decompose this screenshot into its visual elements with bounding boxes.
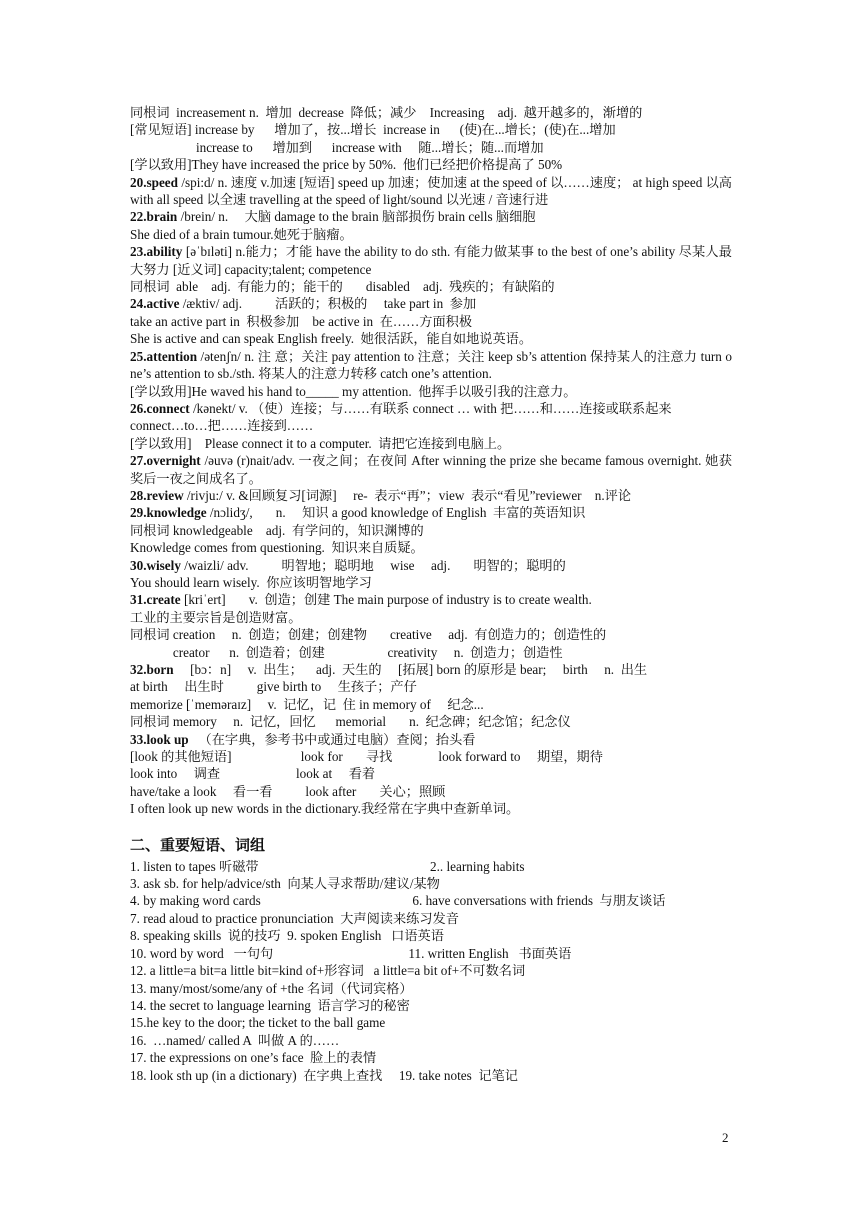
line-text: She is active and can speak English freely. 她很活跃，能自如地说英语。 bbox=[130, 331, 533, 347]
line-text: look into 调查 look at 看着 bbox=[130, 766, 376, 782]
entry-word: 20.speed bbox=[130, 174, 178, 190]
page-number: 2 bbox=[722, 1130, 729, 1145]
line-text: /æktiv/ adj. 活跃的；积极的 take part in 参加 bbox=[179, 296, 477, 312]
entry-word: 33.look up bbox=[130, 731, 189, 747]
line-text: [look 的其他短语] look for 寻找 look forward to 期望，期待 bbox=[130, 749, 603, 765]
text-line bbox=[130, 313, 732, 330]
text-line bbox=[130, 696, 732, 713]
line-text: 同根词 able adj. 有能力的；能干的 disabled adj. 残疾的；有缺陷的 bbox=[130, 279, 555, 295]
vocab-entry bbox=[130, 452, 732, 487]
line-text: 同根词 increasement n. 增加 decrease 降低；减少 Increasing adj. 越开越多的，渐增的 bbox=[130, 105, 643, 120]
text-line bbox=[130, 609, 732, 626]
entry-word: 25.attention bbox=[130, 348, 198, 364]
line-text: /waizli/ adv. 明智地；聪明地 wise adj. 明智的；聪明的 bbox=[180, 557, 566, 573]
phrase-item: 14. the secret to language learning 语言学习的秘密 bbox=[130, 997, 410, 1013]
text-line bbox=[130, 139, 732, 156]
line-text: [学以致用]They have increased the price by 50%. 他们已经把价格提高了 50% bbox=[130, 157, 563, 173]
line-text: [常见短语] increase by 增加了，按...增长 increase in (使)在...增长；(使)在...增加 bbox=[130, 122, 616, 138]
phrase-item: 8. speaking skills 说的技巧 9. spoken English 口语英语 bbox=[130, 928, 444, 944]
line-text: [学以致用] Please connect it to a computer. 请把它连接到电脑上。 bbox=[130, 435, 511, 451]
entry-word: 29.knowledge bbox=[130, 505, 207, 521]
entry-word: 22.brain bbox=[130, 209, 178, 225]
phrase-item: 16. …named/ called A 叫做 A 的…… bbox=[130, 1032, 340, 1048]
text-line bbox=[130, 226, 732, 243]
document-page bbox=[130, 104, 732, 1084]
phrase-item: 15.he key to the door; the ticket to the ball game bbox=[130, 1015, 386, 1031]
line-text: [əˈbɪləti] n.能力；才能 have the ability to do sth. 有能力做某事 to the best of one’s ability 尽某人最大努力 [近义词] capacity;talent; competence bbox=[130, 244, 732, 277]
line-text: connect…to…把……连接到…… bbox=[130, 418, 314, 434]
text-line bbox=[130, 783, 732, 800]
line-text: /rivju:/ v. &回顾复习[词源] re- 表示“再”；view 表示“看见”reviewer n.评论 bbox=[183, 487, 632, 503]
vocab-entry bbox=[130, 208, 732, 225]
line-text: at birth 出生时 give birth to 生孩子；产仔 bbox=[130, 679, 417, 695]
section-heading: 二、重要短语、词组 bbox=[130, 835, 266, 854]
text-line bbox=[130, 417, 732, 434]
text-line bbox=[130, 800, 732, 817]
vocabulary-section bbox=[130, 104, 732, 818]
entry-word: 31.create bbox=[130, 592, 181, 608]
vocab-entry bbox=[130, 557, 732, 574]
text-line bbox=[130, 121, 732, 138]
phrase-item: 12. a little=a bit=a little bit=kind of+形容词 a little=a bit of+不可数名词 bbox=[130, 963, 526, 979]
text-line bbox=[130, 678, 732, 695]
vocab-entry bbox=[130, 591, 732, 608]
vocab-entry bbox=[130, 731, 732, 748]
line-text: 工业的主要宗旨是创造财富。 bbox=[130, 609, 302, 625]
text-line bbox=[130, 539, 732, 556]
text-line bbox=[130, 574, 732, 591]
text-line bbox=[130, 330, 732, 347]
vocab-entry bbox=[130, 174, 732, 209]
entry-word: 23.ability bbox=[130, 244, 183, 260]
line-text: Knowledge comes from questioning. 知识来自质疑。 bbox=[130, 540, 424, 556]
vocab-entry bbox=[130, 661, 732, 678]
vocab-entry bbox=[130, 400, 732, 417]
line-text: /əuvə (r)nait/adv. 一夜之间；在夜间 After winning the prize she became famous overnight. 她获奖后一夜之间成名了。 bbox=[130, 453, 732, 486]
phrase-item: 17. the expressions on one’s face 脸上的表情 bbox=[130, 1050, 377, 1066]
vocab-entry bbox=[130, 504, 732, 521]
text-line bbox=[130, 713, 732, 730]
line-text: 同根词 creation n. 创造；创建；创建物 creative adj. 有创造力的；创造性的 bbox=[130, 627, 607, 643]
line-text: /spi:d/ n. 速度 v.加速 [短语] speed up 加速；使加速 at the speed of 以……速度； at high speed 以高 with all speed 以全速 travelling at the speed of light/sound 以光速 / 音速行进 bbox=[130, 174, 732, 208]
line-text: memorize [ˈmeməraɪz] v. 记忆，记 住 in memory of 纪念... bbox=[130, 696, 484, 712]
phrase-item: 18. look sth up (in a dictionary) 在字典上查找 19. take notes 记笔记 bbox=[130, 1067, 518, 1083]
entry-word: 32.born bbox=[130, 662, 174, 677]
phrase-item: 4. by making word cards 6. have conversations with friends 与朋友谈话 bbox=[130, 893, 666, 909]
entry-word: 28.review bbox=[130, 487, 184, 503]
entry-word: 26.connect bbox=[130, 400, 190, 416]
line-text: /ətenʃn/ n. 注 意；关注 pay attention to 注意；关注 keep sb’s attention 保持某人的注意力 turn one’s attention to sb./sth. 将某人的注意力转移 catch one’s attention. bbox=[130, 348, 732, 382]
line-text: [kriˈert] v. 创造；创建 The main purpose of industry is to create wealth. bbox=[180, 592, 592, 608]
vocab-entry bbox=[130, 487, 732, 504]
text-line bbox=[130, 278, 732, 295]
line-text: 同根词 memory n. 记忆，回忆 memorial n. 纪念碑；纪念馆；纪念仪 bbox=[130, 714, 571, 730]
line-text: increase to 增加到 increase with 随...增长；随...而增加 bbox=[130, 139, 544, 155]
phrase-item: 3. ask sb. for help/advice/sth 向某人寻求帮助/建议/某物 bbox=[130, 876, 440, 892]
entry-word: 30.wisely bbox=[130, 557, 181, 573]
phrase-item: 1. listen to tapes 听磁带 2.. learning habits bbox=[130, 858, 525, 874]
phrase-item: 13. many/most/some/any of +the 名词（代词宾格） bbox=[130, 980, 413, 996]
text-line bbox=[130, 522, 732, 539]
line-text: I often look up new words in the dictionary.我经常在字典中查新单词。 bbox=[130, 801, 520, 817]
text-line bbox=[130, 156, 732, 173]
line-text: 同根词 knowledgeable adj. 有学问的，知识渊博的 bbox=[130, 522, 424, 538]
phrase-item: 7. read aloud to practice pronunciation 大声阅读来练习发音 bbox=[130, 910, 459, 926]
text-line bbox=[130, 383, 732, 400]
line-text: （在字典，参考书中或通过电脑）查阅；抬头看 bbox=[188, 731, 476, 747]
text-line bbox=[130, 104, 732, 121]
vocab-entry bbox=[130, 295, 732, 312]
text-line bbox=[130, 626, 732, 643]
text-line bbox=[130, 644, 732, 661]
text-line bbox=[130, 435, 732, 452]
line-text: You should learn wisely. 你应该明智地学习 bbox=[130, 574, 372, 590]
line-text: have/take a look 看一看 look after 关心；照顾 bbox=[130, 783, 446, 799]
line-text: creator n. 创造着；创建 creativity n. 创造力；创造性 bbox=[130, 644, 563, 660]
line-text: /brein/ n. 大脑 damage to the brain 脑部损伤 brain cells 脑细胞 bbox=[177, 209, 536, 225]
text-line bbox=[130, 765, 732, 782]
line-text: She died of a brain tumour.她死于脑瘤。 bbox=[130, 226, 353, 242]
phrase-item: 10. word by word 一句句 11. written English 书面英语 bbox=[130, 945, 572, 961]
text-line bbox=[130, 748, 732, 765]
line-text: /kənekt/ v. （使）连接；与……有联系 connect … with 把……和……连接或联系起来 bbox=[189, 400, 672, 416]
line-text: [bɔ：n] v. 出生； adj. 天生的 [拓展] born 的原形是 bear; birth n. 出生 bbox=[173, 662, 648, 677]
line-text: /nɔlidʒ/, n. 知识 a good knowledge of English 丰富的英语知识 bbox=[206, 505, 586, 521]
entry-word: 24.active bbox=[130, 296, 180, 312]
phrase-list bbox=[130, 858, 732, 1084]
line-text: [学以致用]He waved his hand to_____ my attention. 他挥手以吸引我的注意力。 bbox=[130, 383, 577, 399]
entry-word: 27.overnight bbox=[130, 453, 201, 469]
vocab-entry bbox=[130, 243, 732, 278]
line-text: take an active part in 积极参加 be active in 在……方面积极 bbox=[130, 313, 473, 329]
vocab-entry bbox=[130, 348, 732, 383]
